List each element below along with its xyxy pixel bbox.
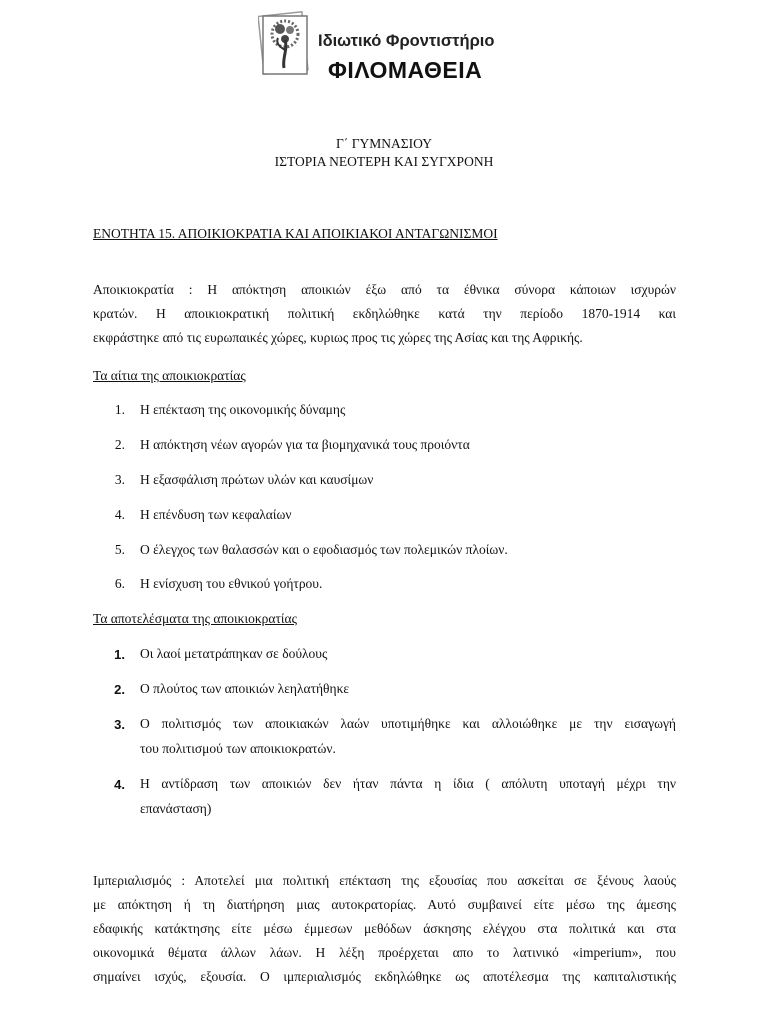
- cause-item: Ο έλεγχος των θαλασσών και ο εφοδιασμός των πολεμικών πλοίων.: [140, 542, 508, 557]
- imperialism-line-4: οικονομικά θέματα άλλων λάων. Η λέξη προέρχεται απο το λατινικό «imperium», που: [93, 945, 676, 960]
- result-number: 4.: [114, 777, 125, 792]
- logo-line-2: ΦΙΛΟΜΑΘΕΙΑ: [328, 57, 483, 83]
- tree-logo-icon: [258, 10, 310, 82]
- imperialism-line-5: σημαίνει ισχύς, εξουσία. Ο ιμπεριαλισμός εκδηλώθηκε ως αποτέλεσμα της καπιταλιστικής: [93, 969, 676, 984]
- cause-number: 5.: [114, 542, 125, 557]
- cause-item: Η ενίσχυση του εθνικού γοήτρου.: [140, 576, 323, 591]
- result-item: Ο πλούτος των αποικιών λεηλατήθηκε: [140, 681, 350, 696]
- result-number: 1.: [114, 647, 125, 662]
- imperialism-line-3: εδαφικής κατάκτησης είτε μέσω έμμεσων μεθόδων άσκησης ελέγχου στα πολιτικά και στα: [93, 921, 676, 936]
- cause-number: 3.: [114, 472, 125, 487]
- definition-line-3: εκφράστηκε από τις ευρωπαικές χώρες, κυριως προς τις χώρες της Ασίας και της Αφρικής.: [93, 330, 583, 345]
- imperialism-line-1: Ιμπεριαλισμός : Αποτελεί μια πολιτική επέκταση της εξουσίας που ασκείται σε ξένους λαούς: [93, 873, 676, 888]
- logo-line-1: Ιδιωτικό Φροντιστήριο: [318, 32, 495, 50]
- cause-number: 2.: [114, 437, 125, 452]
- cause-number: 1.: [114, 402, 125, 417]
- definition-line-2: κρατών. Η αποικιοκρατική πολιτική εκδηλώθηκε κατά την περίοδο 1870-1914 και: [93, 306, 676, 321]
- cause-item: Η απόκτηση νέων αγορών για τα βιομηχανικά τους προιόντα: [140, 437, 470, 452]
- subject-heading: ΙΣΤΟΡΙΑ ΝΕΟΤΕΡΗ ΚΑΙ ΣΥΓΧΡΟΝΗ: [274, 154, 494, 169]
- result-number: 2.: [114, 682, 125, 697]
- cause-item: Η επέκταση της οικονομικής δύναμης: [140, 402, 346, 417]
- cause-number: 4.: [114, 507, 125, 522]
- definition-line-1: Αποικιοκρατία : Η απόκτηση αποικιών έξω από τα έθνικα σύνορα κάποιων ισχυρών: [93, 282, 676, 297]
- unit-title: ΕΝΟΤΗΤΑ 15. ΑΠΟΙΚΙΟΚΡΑΤΙΑ ΚΑΙ ΑΠΟΙΚΙΑΚΟΙ ΑΝΤΑΓΩΝΙΣΜΟΙ: [93, 226, 498, 241]
- result-number: 3.: [114, 717, 125, 732]
- imperialism-line-2: με απόκτηση ή τη διατήρηση μιας αυτοκρατορίας. Αυτό συμβαινεί είτε μέσω της άμεσης: [93, 897, 676, 912]
- causes-heading: Τα αίτια της αποικιοκρατίας: [93, 368, 246, 383]
- cause-item: Η επένδυση των κεφαλαίων: [140, 507, 292, 522]
- result-item: Οι λαοί μετατράπηκαν σε δούλους: [140, 646, 328, 661]
- result-item-line-1: Η αντίδραση των αποικιών δεν ήταν πάντα η ίδια ( απόλυτη υποταγή μέχρι την: [140, 776, 676, 791]
- cause-number: 6.: [114, 576, 125, 591]
- class-heading: Γ΄ ΓΥΜΝΑΣΙΟΥ: [336, 136, 432, 151]
- result-item-line-2: επανάσταση): [140, 801, 212, 816]
- results-heading: Τα αποτελέσματα της αποικιοκρατίας: [93, 611, 297, 626]
- result-item-line-2: του πολιτισμού των αποικιοκρατών.: [140, 741, 336, 756]
- result-item-line-1: Ο πολιτισμός των αποικιακών λαών υποτιμήθηκε και αλλοιώθηκε με την εισαγωγή: [140, 716, 676, 731]
- logo: [258, 10, 538, 82]
- cause-item: Η εξασφάλιση πρώτων υλών και καυσίμων: [140, 472, 374, 487]
